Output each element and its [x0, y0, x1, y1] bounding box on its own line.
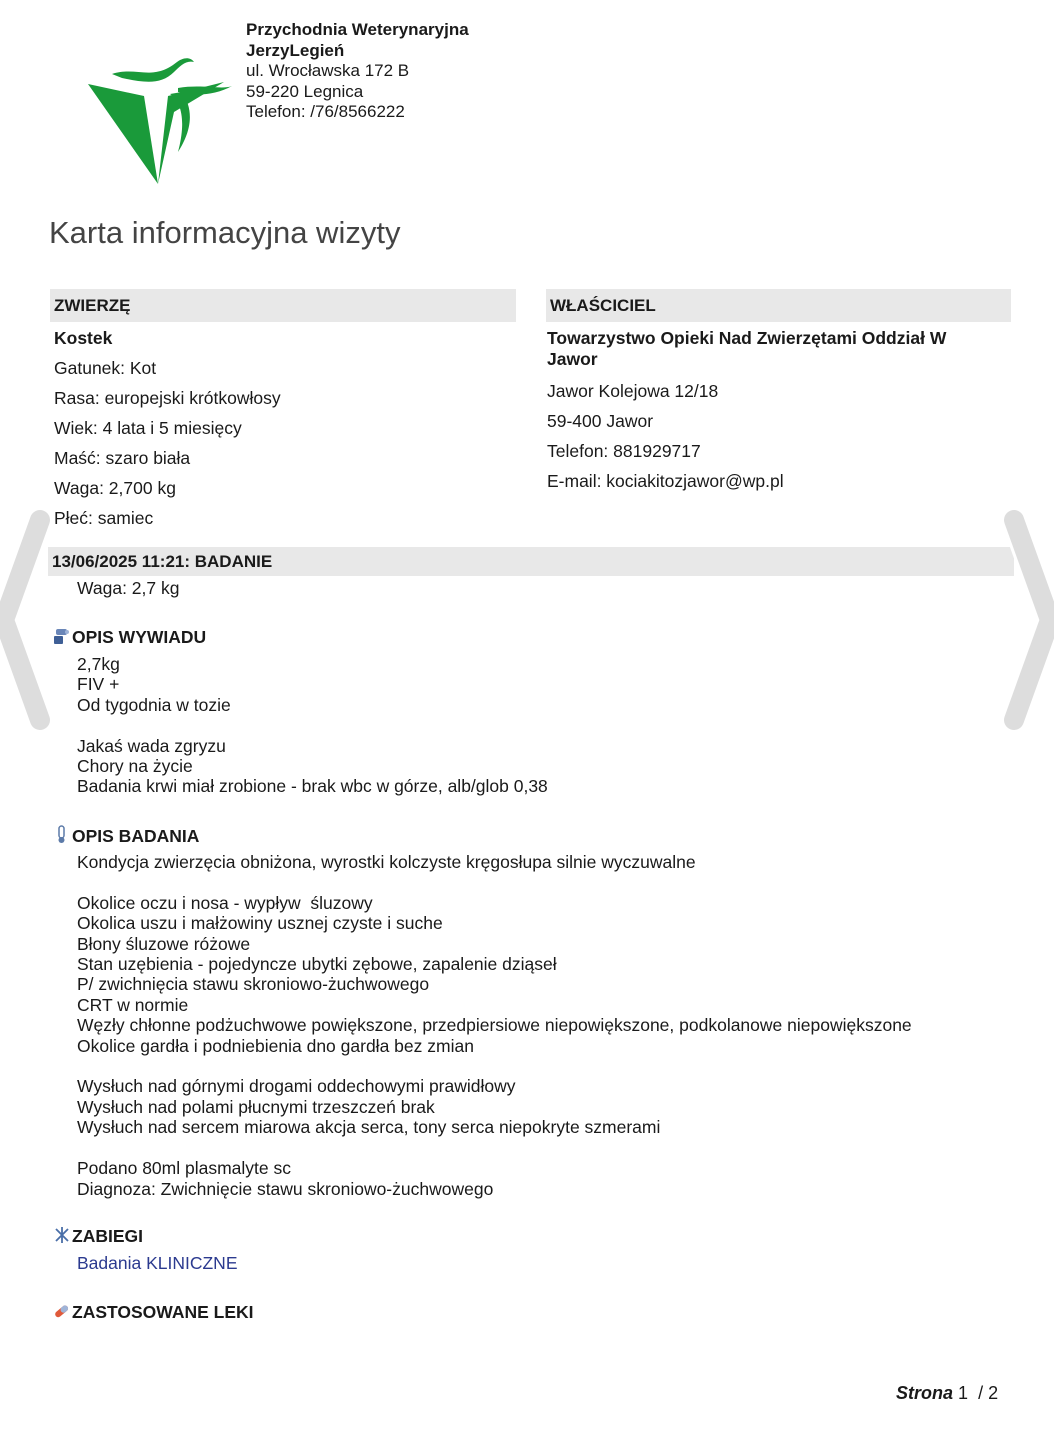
visit-header: 13/06/2025 11:21: BADANIE — [48, 547, 1014, 576]
drugs-heading — [52, 1301, 254, 1326]
animal-age: Wiek: 4 lata i 5 miesięcy — [54, 418, 242, 438]
animal-weight: Waga: 2,700 kg — [54, 478, 176, 498]
next-page-chevron-icon[interactable] — [994, 500, 1054, 740]
thermometer-icon — [52, 825, 72, 850]
animal-sex: Płeć: samiec — [54, 508, 154, 528]
previous-page-chevron-icon[interactable] — [0, 500, 60, 740]
owner-email: E-mail: kociakitozjawor@wp.pl — [547, 471, 784, 491]
exam-title: OPIS BADANIA — [72, 826, 200, 846]
exam-heading — [52, 825, 199, 850]
procedures-title: ZABIEGI — [72, 1226, 143, 1246]
animal-name: Kostek — [54, 328, 113, 348]
procedure-icon — [52, 1225, 72, 1250]
page-counter — [896, 1383, 998, 1404]
clinic-street: ul. Wrocławska 172 B — [246, 61, 410, 80]
procedures-heading — [52, 1225, 143, 1250]
history-text: 2,7kg FIV + Od tygodnia w tozie Jakaś wada zgryzu Chory na życie Badania krwi miał zrobione - brak wbc w górze, alb/glob 0,38 — [77, 654, 548, 797]
clinic-city: 59-220 Legnica — [246, 81, 364, 101]
owner-details — [547, 323, 997, 496]
visit-weight: Waga: 2,7 kg — [77, 578, 180, 598]
animal-species: Gatunek: Kot — [54, 358, 157, 378]
owner-section-header: WŁAŚCICIEL — [546, 289, 1011, 322]
owner-name: Towarzystwo Opieki Nad Zwierzętami Oddział W Jawor — [547, 328, 947, 369]
clinic-name: Przychodnia Weterynaryjna — [246, 20, 469, 39]
clinic-info — [246, 20, 469, 123]
page-label: Strona — [896, 1383, 954, 1403]
clinic-phone: Telefon: /76/8566222 — [246, 102, 405, 121]
owner-city: 59-400 Jawor — [547, 411, 654, 431]
clinic-logo — [82, 52, 232, 187]
animal-color: Maść: szaro biała — [54, 448, 191, 468]
history-heading — [52, 626, 206, 651]
page-current: 1 — [958, 1383, 969, 1403]
page-title: Karta informacyjna wizyty — [49, 215, 401, 250]
page-total: / 2 — [978, 1383, 999, 1403]
animal-details — [54, 323, 281, 533]
history-title: OPIS WYWIADU — [72, 627, 207, 647]
owner-phone: Telefon: 881929717 — [547, 441, 701, 461]
clinic-doctor: JerzyLegień — [246, 40, 345, 60]
animal-breed: Rasa: europejski krótkowłosy — [54, 388, 281, 408]
pill-icon — [52, 1301, 72, 1326]
exam-text: Kondycja zwierzęcia obniżona, wyrostki kolczyste kręgosłupa silnie wyczuwalne Okolice oczu i nosa - wypływ śluzowy Okolica uszu i małżowiny usznej czyste i suche Błony śluzowe różowe Stan uzębienia - pojedyncze ubytki zębowe, zapalenie dziąseł P/ zwichnięcia stawu skroniowo-żuchwowego CRT w normie Węzły chłonne podżuchwowe powiększone, przedpiersiowe niepowiększone, podkolanowe niepowiększone Okolice gardła i podniebienia dno gardła bez zmian Wysłuch nad górnymi drogami oddechowymi prawidłowy Wysłuch nad polami płucnymi trzeszczeń brak Wysłuch nad sercem miarowa akcja serca, tony serca niepokryte szmerami Podano 80ml plasmalyte sc Diagnoza: Zwichnięcie stawu skroniowo-żuchwowego — [77, 852, 912, 1199]
animal-section-header: ZWIERZĘ — [50, 289, 516, 322]
drugs-title: ZASTOSOWANE LEKI — [72, 1302, 254, 1322]
procedure-item-link[interactable]: Badania KLINICZNE — [77, 1253, 238, 1273]
owner-address: Jawor Kolejowa 12/18 — [547, 381, 719, 401]
